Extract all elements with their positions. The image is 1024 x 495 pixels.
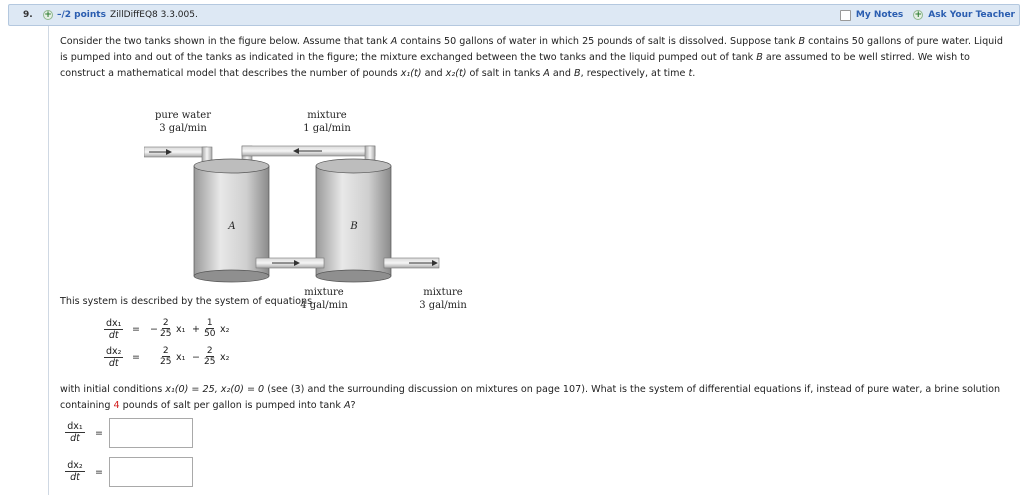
minus-sign: −	[192, 352, 200, 363]
var-x2: x₂	[220, 324, 230, 335]
equals-sign: =	[95, 427, 103, 439]
coef-1-50: $\frac{1}{50}$	[204, 318, 216, 339]
expand-plus-icon[interactable]: +	[44, 10, 52, 20]
inflow-label: pure water 3 gal/min	[155, 110, 211, 134]
my-notes-link[interactable]: My Notes	[855, 10, 904, 20]
bottom-flow-label: mixture 4 gal/min	[300, 287, 348, 311]
question-content	[48, 26, 1024, 495]
tank-a-top	[194, 159, 269, 173]
answer-row-dx1	[61, 418, 193, 448]
followup-question: with initial conditions x₁(0) = 25, x₂(0) = 0 (see (3) and the surrounding discussion on mixtures on page 107). What is the system of differential equations if, instead of pure water, a brine solution containing 4 pounds of salt per gallon is pumped into tank A?	[60, 384, 1001, 411]
source-label: ZillDiffEQ8 3.3.005.	[109, 10, 198, 20]
answer-dx1-dt-fraction: $\frac{\text{dx₁}}{dt}$	[67, 421, 83, 444]
outflow-label: mixture 3 gal/min	[419, 287, 467, 311]
ask-teacher-label: Ask Your Teacher	[928, 10, 1015, 20]
coef-2-25: $\frac{2}{25}$	[160, 318, 172, 339]
problem-text: Consider the two tanks shown in the figure below. Assume that tank A contains 50 gallons of water in which 25 pounds of salt is dissolved. Suppose tank B contains 50 gallons of pure water. Liquid is pumped into and out of the tanks as indicated in the figure; the mixture exchanged between the two tanks and the liquid pumped out of tank B are assumed to be well stirred. We wish to construct a mathematical model that describes the number of pounds x₁(t) and x₂(t) of salt in tanks A and B, respectively, at time t.	[60, 36, 1003, 79]
points-label: –/2 points	[57, 10, 106, 20]
equals-sign: =	[132, 324, 140, 335]
equals-sign: =	[132, 352, 140, 363]
tank-b-top	[316, 159, 391, 173]
plus-sign: +	[192, 324, 200, 335]
ask-teacher-button[interactable]	[913, 10, 1015, 20]
notes-checkbox-icon[interactable]	[840, 10, 851, 21]
equation-system	[104, 316, 334, 376]
answer-input-dx1[interactable]	[109, 418, 193, 448]
concentration-value: 4	[113, 400, 120, 411]
tank-a-label: A	[228, 221, 236, 232]
tank-b-label: B	[350, 221, 358, 232]
system-description: This system is described by the system of equations	[60, 296, 313, 307]
coef-2-25: $\frac{2}{25}$	[160, 346, 172, 367]
ask-plus-icon: +	[914, 10, 923, 20]
dx1-dt-fraction: $\frac{\text{dx₁}}{dt}$	[106, 318, 122, 341]
minus-sign: −	[150, 324, 158, 335]
var-x1: x₁	[176, 324, 186, 335]
question-number: 9.	[23, 10, 33, 20]
equals-sign: =	[95, 466, 103, 478]
var-x1: x₁	[176, 352, 186, 363]
answer-dx2-dt-fraction: $\frac{\text{dx₂}}{dt}$	[67, 460, 83, 483]
answer-row-dx2	[61, 457, 193, 487]
top-flow-label: mixture 1 gal/min	[303, 110, 351, 134]
answer-input-dx2[interactable]	[109, 457, 193, 487]
var-x2: x₂	[220, 352, 230, 363]
coef-2-25: $\frac{2}{25}$	[204, 346, 216, 367]
dx2-dt-fraction: $\frac{\text{dx₂}}{dt}$	[106, 346, 122, 369]
question-header	[8, 4, 1020, 26]
